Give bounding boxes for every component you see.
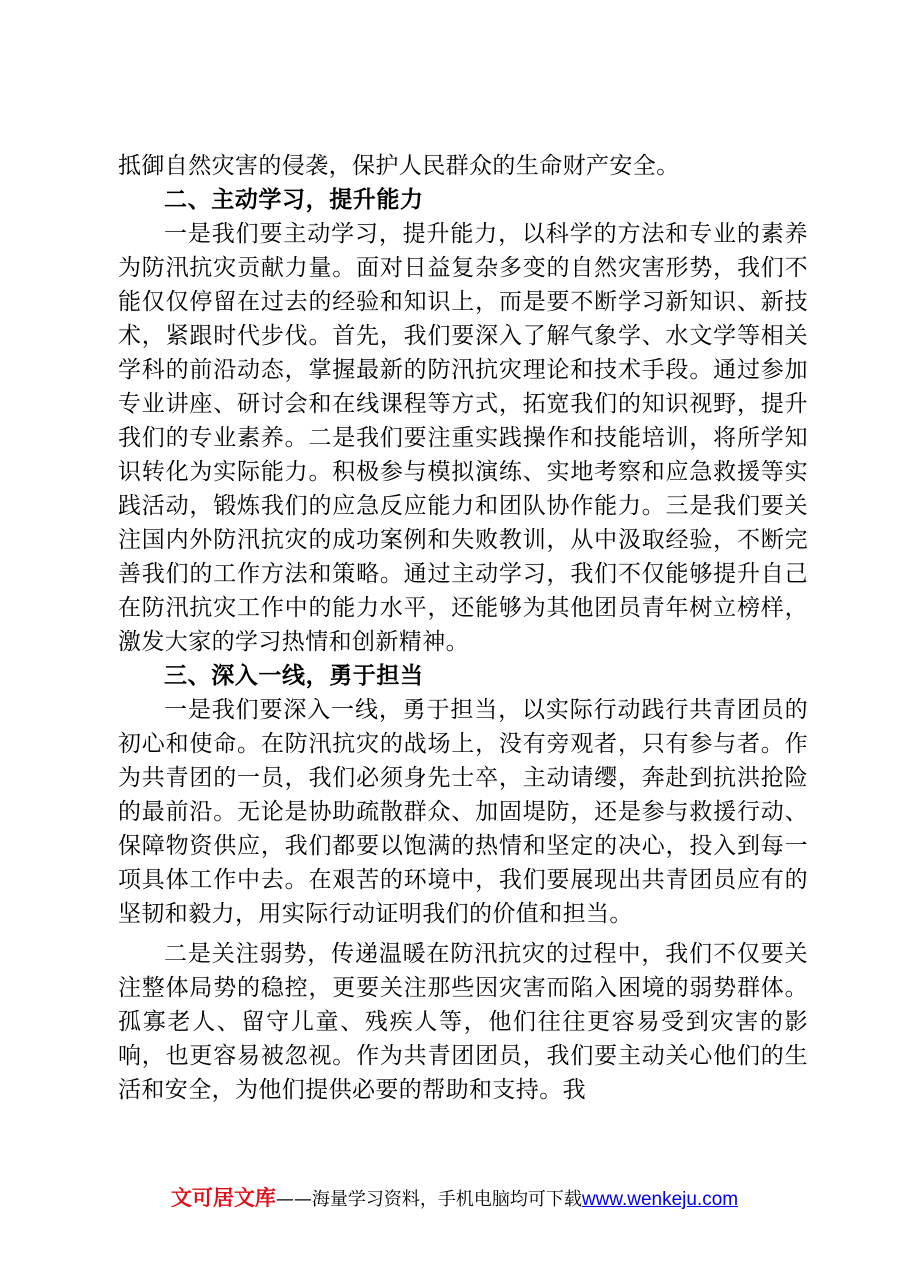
section-heading-2: 二、主动学习，提升能力 <box>164 187 424 213</box>
footer-banner <box>0 1182 909 1212</box>
document-body <box>118 149 808 1107</box>
footer-brand: 文可居文库 <box>170 1186 276 1210</box>
section-heading-3: 三、深入一线，勇于担当 <box>164 663 424 689</box>
footer-website-link[interactable]: www.wenkeju.com <box>581 1189 739 1210</box>
paragraph-continued: 抵御自然灾害的侵袭，保护人民群众的生命财产安全。 <box>118 153 680 179</box>
footer-slogan: ——海量学习资料，手机电脑均可下载 <box>275 1189 582 1210</box>
paragraph-section-3-part-1: 一是我们要深入一线，勇于担当，以实际行动践行共青团员的初心和使命。在防汛抗灾的战场上，没有旁观者，只有参与者。作为共青团的一员，我们必须身先士卒，主动请缨，奔赴到抗洪抢险的最前沿。无论是协助疏散群众、加固堤防，还是参与救援行动、保障物资供应，我们都要以饱满的热情和坚定的决心，投入到每一项具体工作中去。在艰苦的环境中，我们要展现出共青团员应有的坚韧和毅力，用实际行动证明我们的价值和担当。 <box>118 697 808 927</box>
paragraph-section-2: 一是我们要主动学习，提升能力，以科学的方法和专业的素养为防汛抗灾贡献力量。面对日益复杂多变的自然灾害形势，我们不能仅仅停留在过去的经验和知识上，而是要不断学习新知识、新技术，紧跟时代步伐。首先，我们要深入了解气象学、水文学等相关学科的前沿动态，掌握最新的防汛抗灾理论和技术手段。通过参加专业讲座、研讨会和在线课程等方式，拓宽我们的知识视野，提升我们的专业素养。二是我们要注重实践操作和技能培训，将所学知识转化为实际能力。积极参与模拟演练、实地考察和应急救援等实践活动，锻炼我们的应急反应能力和团队协作能力。三是我们要关注国内外防汛抗灾的成功案例和失败教训，从中汲取经验，不断完善我们的工作方法和策略。通过主动学习，我们不仅能够提升自己在防汛抗灾工作中的能力水平，还能够为其他团员青年树立榜样，激发大家的学习热情和创新精神。 <box>118 221 808 655</box>
paragraph-section-3-part-2: 二是关注弱势，传递温暖在防汛抗灾的过程中，我们不仅要关注整体局势的稳控，更要关注那些因灾害而陷入困境的弱势群体。孤寡老人、留守儿童、残疾人等，他们往往更容易受到灾害的影响，也更容易被忽视。作为共青团团员，我们要主动关心他们的生活和安全，为他们提供必要的帮助和支持。我 <box>118 941 808 1103</box>
